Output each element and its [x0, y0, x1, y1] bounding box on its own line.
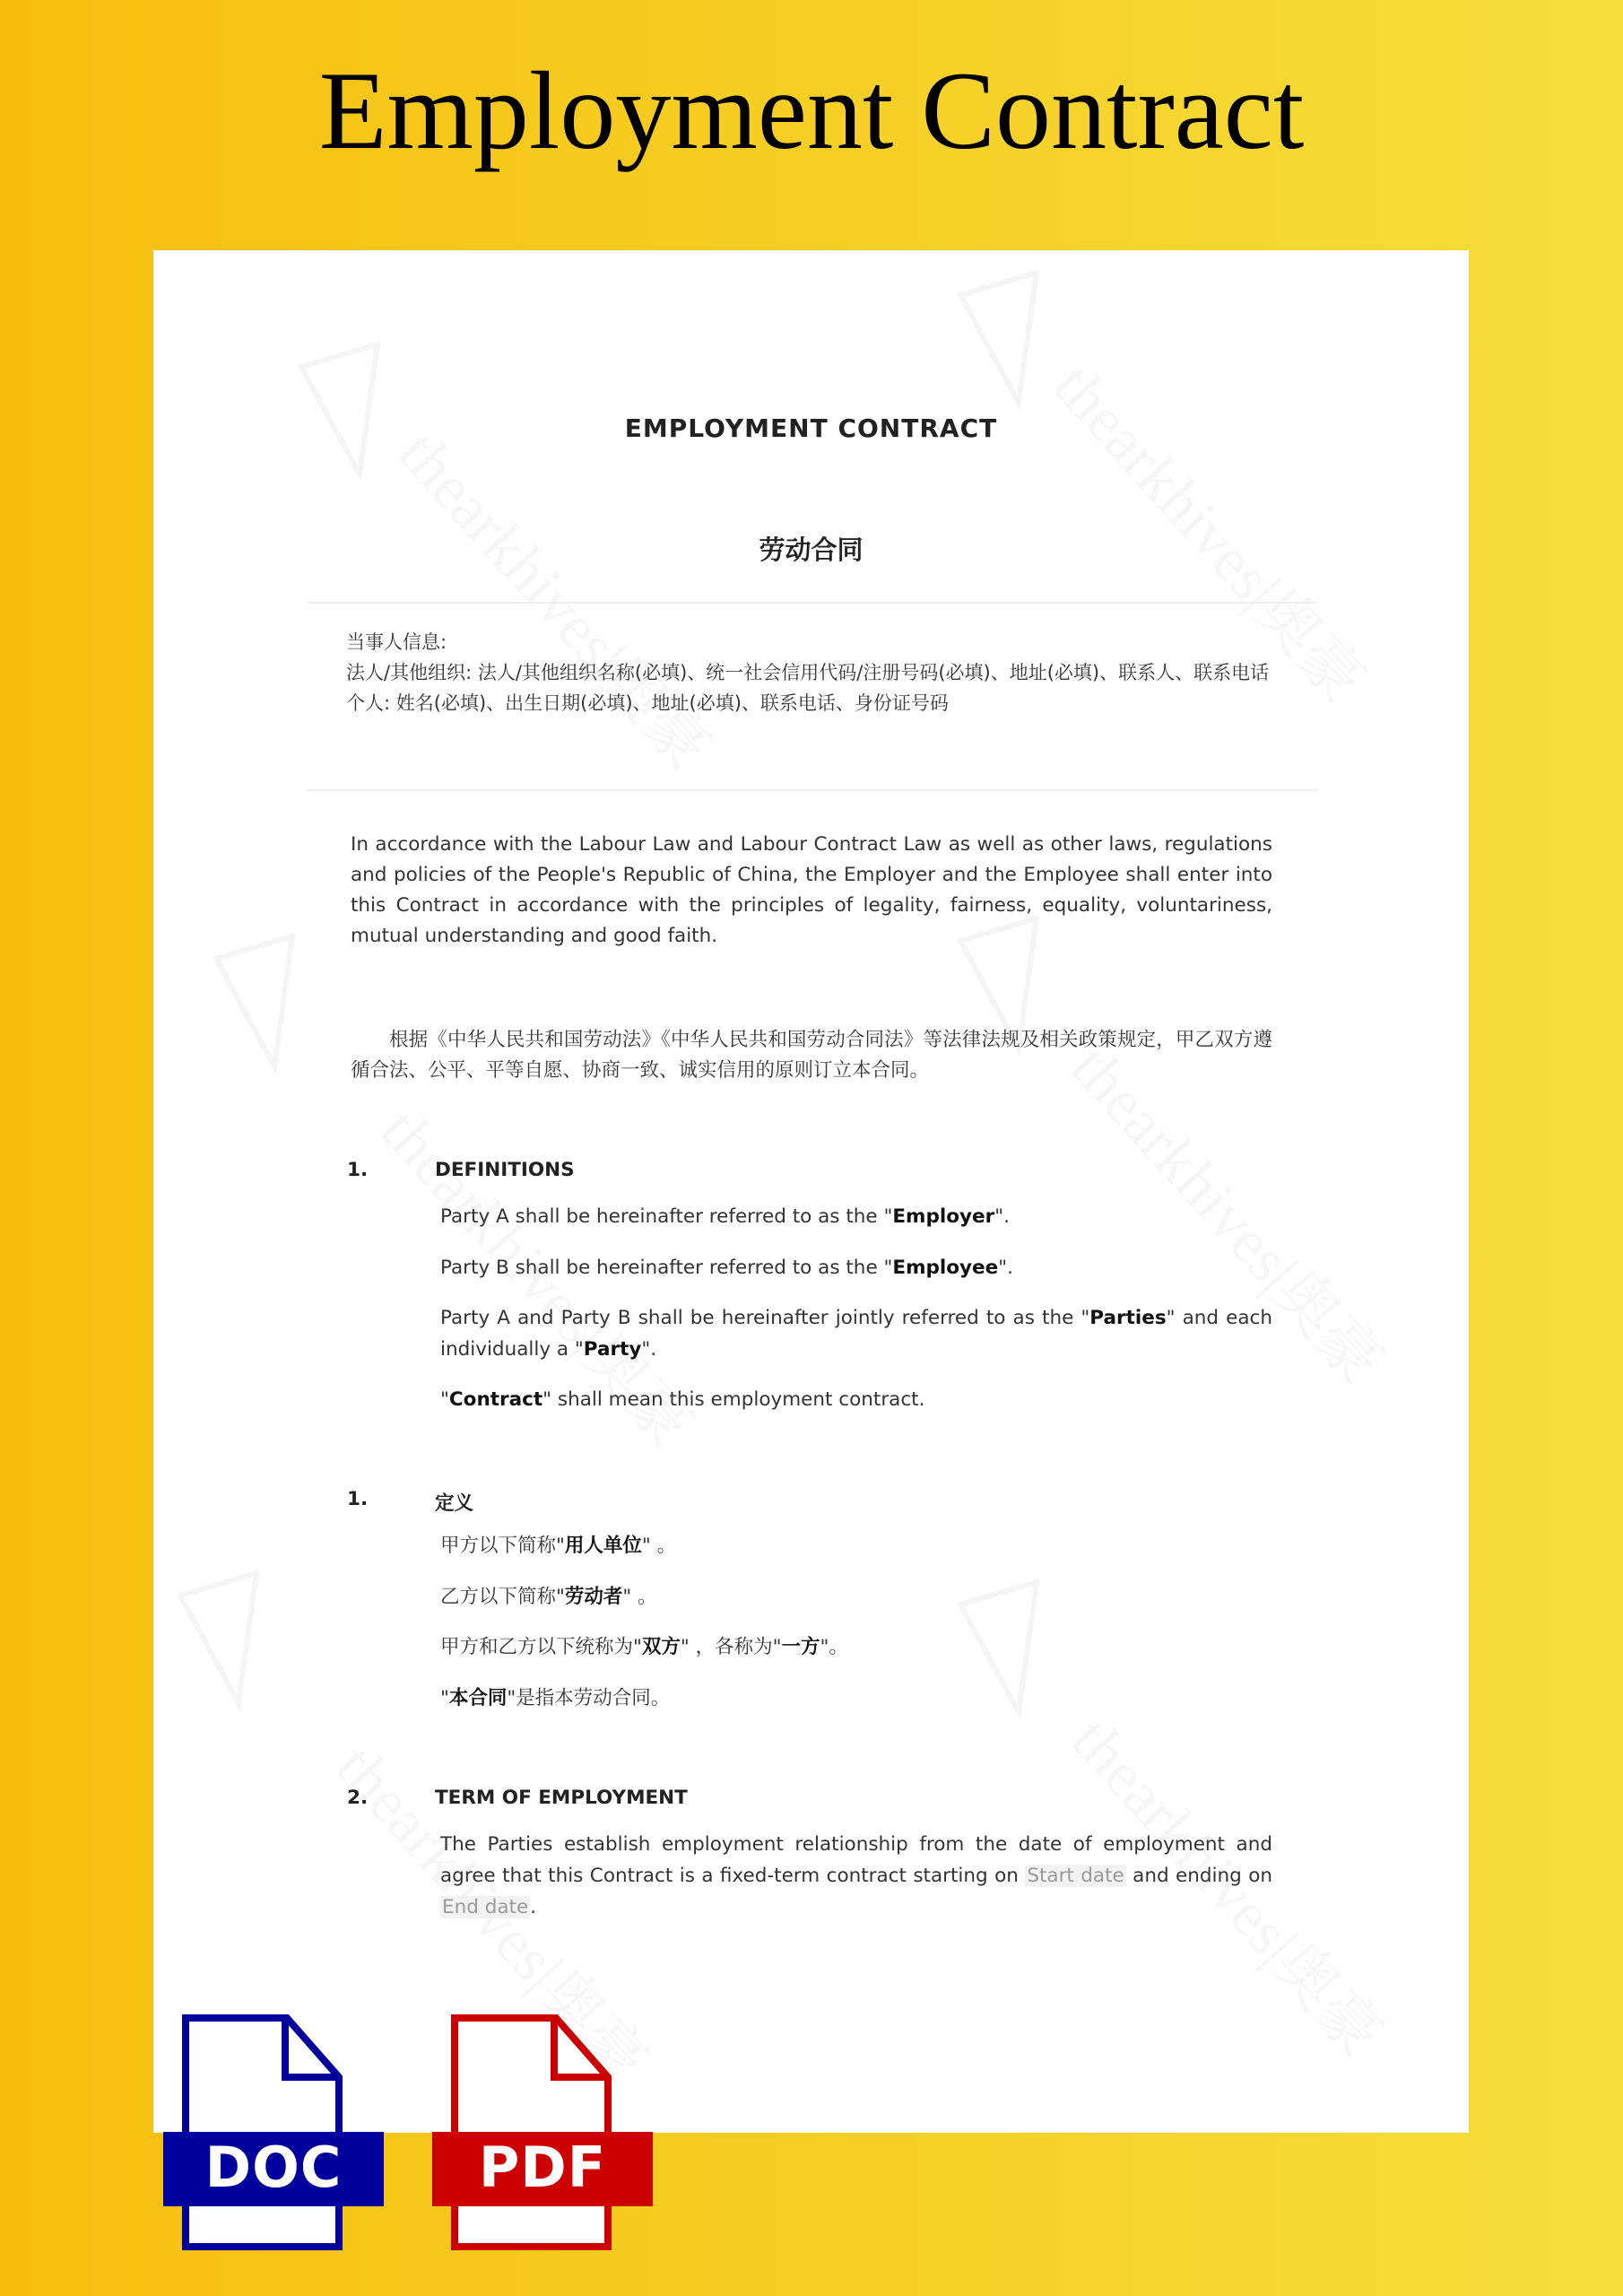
section-title: TERM OF EMPLOYMENT	[435, 1787, 688, 1809]
doc-file-icon	[161, 2013, 386, 2251]
watermark-logo-icon	[951, 268, 1059, 412]
start-date-field[interactable]: Start date	[1027, 1865, 1124, 1887]
divider	[307, 602, 1318, 604]
doc-download-button[interactable]	[161, 2013, 386, 2251]
definition-item: Party A shall be hereinafter referred to as the "Employer".	[440, 1205, 1010, 1228]
watermark-logo-icon	[171, 1569, 279, 1712]
pdf-label: PDF	[478, 2135, 607, 2200]
section-number: 1.	[347, 1159, 369, 1181]
definition-item: 乙方以下简称"劳动者" 。	[440, 1586, 657, 1608]
document-title: EMPLOYMENT CONTRACT	[624, 413, 998, 443]
definition-item: 甲方和乙方以下统称为"双方" ，各称为"一方"。	[440, 1636, 848, 1658]
term-of-employment-body: The Parties establish employment relationship from the date of employment and agree that this Contract is a fixed-term contract starting on Start date and ending on End date.	[440, 1833, 1272, 1918]
section-title: 定义	[435, 1492, 474, 1515]
preamble-cn: 根据《中华人民共和国劳动法》《中华人民共和国劳动合同法》等法律法规及相关政策规定，甲乙双方遵循合法、公平、平等自愿、协商一致、诚实信用的原则订立本合同。	[351, 1029, 1272, 1082]
watermark-text	[382, 407, 735, 786]
parties-heading: 当事人信息:	[346, 631, 447, 653]
document-title-cn: 劳动合同	[759, 535, 864, 565]
doc-label: DOC	[204, 2135, 343, 2200]
divider	[307, 789, 1318, 791]
watermark-logo-icon	[292, 340, 400, 483]
definition-item: Party A and Party B shall be hereinafter jointly referred to as the "Parties" and each individually a "Party".	[440, 1307, 1273, 1361]
definition-item: Party B shall be hereinafter referred to as the "Employee".	[440, 1257, 1013, 1279]
definition-item: "Contract" shall mean this employment contract.	[440, 1388, 925, 1411]
parties-individual: 个人: 姓名(必填)、出生日期(必填)、地址(必填)、联系电话、身份证号码	[346, 692, 949, 714]
section-number: 2.	[347, 1787, 369, 1809]
end-date-field[interactable]: End date	[442, 1896, 529, 1918]
banner-title: Employment Contract	[318, 49, 1305, 172]
preamble-en: In accordance with the Labour Law and Labour Contract Law as well as other laws, regulations and policies of the People's Republic of China, the Employer and the Employee shall enter into this Contract in accordance with the principles of legality, fairness, equality, voluntariness, mutual understanding and good faith.	[351, 833, 1272, 947]
pdf-download-button[interactable]	[430, 2013, 655, 2251]
parties-organization: 法人/其他组织: 法人/其他组织名称(必填)、统一社会信用代码/注册号码(必填)、地址(必填)、联系人、联系电话	[346, 662, 1270, 683]
definition-item: 甲方以下简称"用人单位" 。	[440, 1535, 677, 1557]
definition-item: "本合同"是指本劳动合同。	[440, 1687, 671, 1709]
watermark-logo-icon	[207, 932, 315, 1075]
pdf-file-icon	[430, 2013, 655, 2251]
section-number: 1.	[347, 1488, 369, 1510]
document-preview-page	[153, 250, 1469, 2133]
section-title: DEFINITIONS	[435, 1159, 575, 1181]
parties-info	[346, 627, 1279, 718]
